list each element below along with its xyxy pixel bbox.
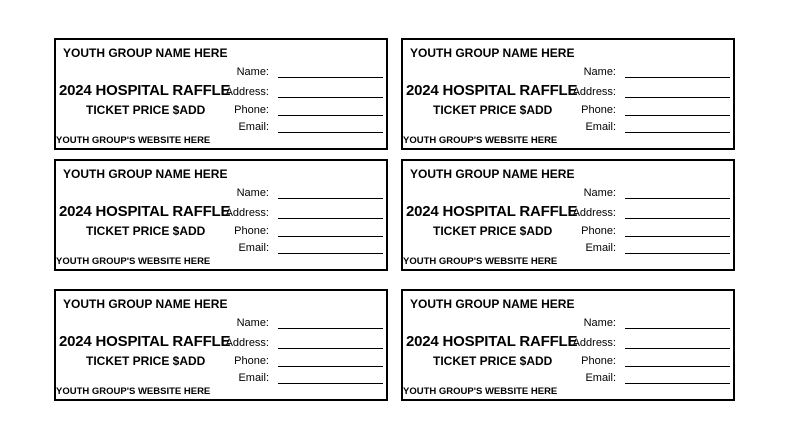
phone-field-line[interactable] <box>625 236 730 237</box>
email-field-line[interactable] <box>278 253 383 254</box>
org-name: YOUTH GROUP NAME HERE <box>63 46 228 60</box>
name-label: Name: <box>236 66 269 78</box>
website-text: YOUTH GROUP'S WEBSITE HERE <box>56 386 211 397</box>
raffle-ticket <box>401 38 735 150</box>
name-field-line[interactable] <box>625 77 730 78</box>
email-label: Email: <box>238 372 269 384</box>
address-label: Address: <box>572 86 616 98</box>
name-label: Name: <box>583 66 616 78</box>
name-field-line[interactable] <box>625 198 730 199</box>
raffle-ticket <box>54 38 388 150</box>
name-label: Name: <box>583 187 616 199</box>
email-field-line[interactable] <box>278 383 383 384</box>
phone-label: Phone: <box>234 225 269 237</box>
raffle-title: 2024 HOSPITAL RAFFLE <box>406 333 578 350</box>
raffle-title: 2024 HOSPITAL RAFFLE <box>59 203 231 220</box>
address-label: Address: <box>225 86 269 98</box>
phone-field-line[interactable] <box>625 115 730 116</box>
name-label: Name: <box>236 317 269 329</box>
website-text: YOUTH GROUP'S WEBSITE HERE <box>56 135 211 146</box>
address-label: Address: <box>225 207 269 219</box>
name-field-line[interactable] <box>278 77 383 78</box>
email-label: Email: <box>585 121 616 133</box>
org-name: YOUTH GROUP NAME HERE <box>63 297 228 311</box>
phone-label: Phone: <box>581 355 616 367</box>
address-field-line[interactable] <box>278 218 383 219</box>
name-label: Name: <box>583 317 616 329</box>
name-field-line[interactable] <box>278 328 383 329</box>
org-name: YOUTH GROUP NAME HERE <box>63 167 228 181</box>
name-field-line[interactable] <box>625 328 730 329</box>
address-field-line[interactable] <box>278 97 383 98</box>
ticket-price: TICKET PRICE $ADD <box>433 224 553 238</box>
phone-field-line[interactable] <box>278 366 383 367</box>
ticket-price: TICKET PRICE $ADD <box>433 103 553 117</box>
email-label: Email: <box>238 242 269 254</box>
email-label: Email: <box>238 121 269 133</box>
phone-field-line[interactable] <box>278 115 383 116</box>
phone-label: Phone: <box>581 225 616 237</box>
address-field-line[interactable] <box>625 348 730 349</box>
ticket-price: TICKET PRICE $ADD <box>86 103 206 117</box>
email-label: Email: <box>585 242 616 254</box>
raffle-title: 2024 HOSPITAL RAFFLE <box>59 82 231 99</box>
website-text: YOUTH GROUP'S WEBSITE HERE <box>403 135 558 146</box>
website-text: YOUTH GROUP'S WEBSITE HERE <box>56 256 211 267</box>
raffle-title: 2024 HOSPITAL RAFFLE <box>406 82 578 99</box>
email-field-line[interactable] <box>625 132 730 133</box>
raffle-title: 2024 HOSPITAL RAFFLE <box>59 333 231 350</box>
address-label: Address: <box>225 337 269 349</box>
org-name: YOUTH GROUP NAME HERE <box>410 297 575 311</box>
raffle-ticket <box>54 159 388 271</box>
name-field-line[interactable] <box>278 198 383 199</box>
phone-field-line[interactable] <box>278 236 383 237</box>
phone-field-line[interactable] <box>625 366 730 367</box>
email-label: Email: <box>585 372 616 384</box>
phone-label: Phone: <box>234 355 269 367</box>
org-name: YOUTH GROUP NAME HERE <box>410 46 575 60</box>
email-field-line[interactable] <box>625 253 730 254</box>
email-field-line[interactable] <box>278 132 383 133</box>
ticket-price: TICKET PRICE $ADD <box>433 354 553 368</box>
raffle-ticket <box>401 289 735 401</box>
address-field-line[interactable] <box>625 218 730 219</box>
org-name: YOUTH GROUP NAME HERE <box>410 167 575 181</box>
raffle-ticket <box>401 159 735 271</box>
address-field-line[interactable] <box>625 97 730 98</box>
ticket-price: TICKET PRICE $ADD <box>86 354 206 368</box>
phone-label: Phone: <box>234 104 269 116</box>
email-field-line[interactable] <box>625 383 730 384</box>
ticket-price: TICKET PRICE $ADD <box>86 224 206 238</box>
website-text: YOUTH GROUP'S WEBSITE HERE <box>403 256 558 267</box>
address-field-line[interactable] <box>278 348 383 349</box>
address-label: Address: <box>572 207 616 219</box>
raffle-title: 2024 HOSPITAL RAFFLE <box>406 203 578 220</box>
address-label: Address: <box>572 337 616 349</box>
phone-label: Phone: <box>581 104 616 116</box>
name-label: Name: <box>236 187 269 199</box>
raffle-ticket <box>54 289 388 401</box>
website-text: YOUTH GROUP'S WEBSITE HERE <box>403 386 558 397</box>
